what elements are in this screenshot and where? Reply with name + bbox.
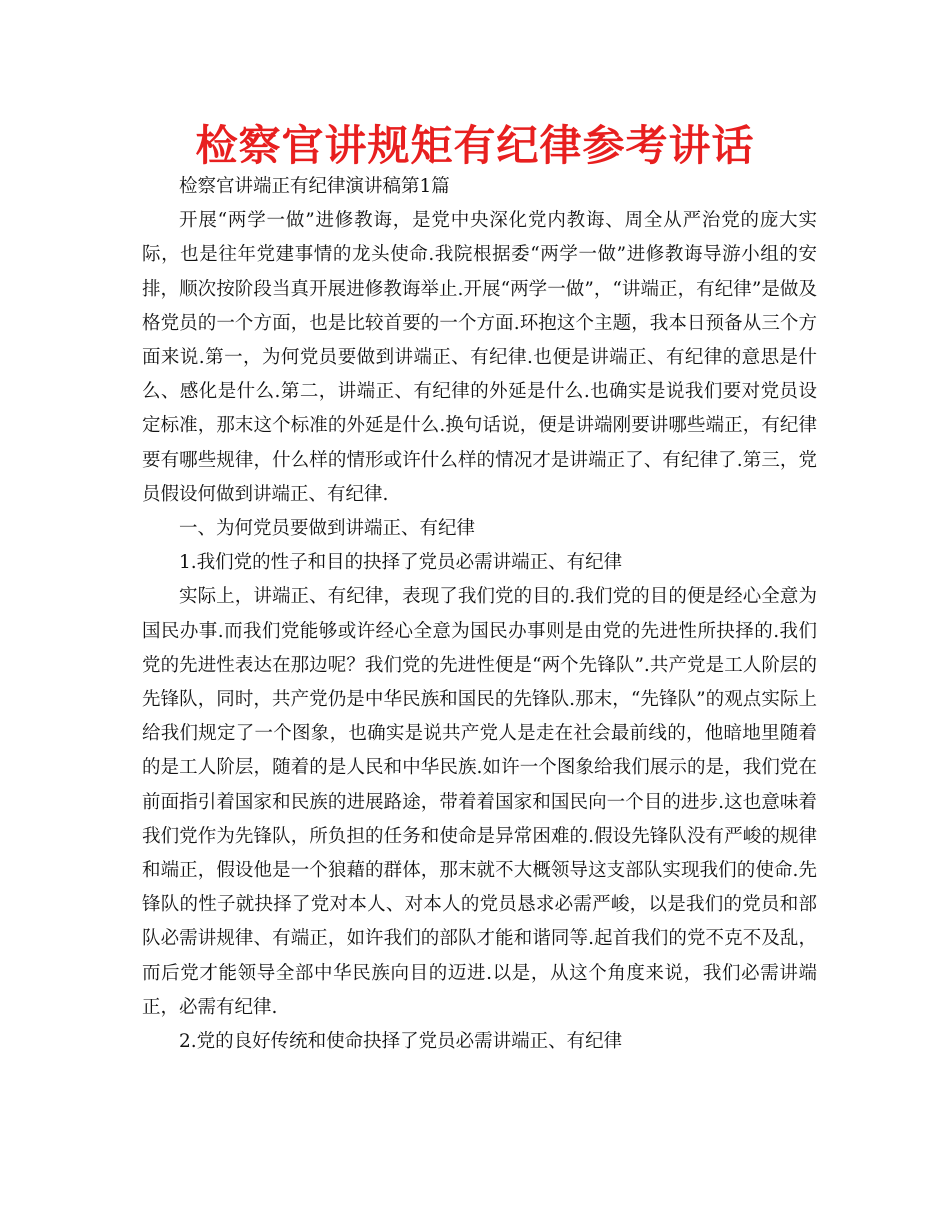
document-title: 检察官讲规矩有纪律参考讲话 <box>195 121 755 170</box>
item-heading-2: 2.党的良好传统和使命抉择了党员必需讲端正、有纪律 <box>179 1031 623 1053</box>
section-heading-1: 一、为何党员要做到讲端正、有纪律 <box>179 518 476 540</box>
document-body <box>142 170 817 1059</box>
document-subtitle: 检察官讲端正有纪律演讲稿第1篇 <box>179 176 450 197</box>
item-heading-1: 1.我们党的性子和目的抉择了党员必需讲端正、有纪律 <box>179 552 623 574</box>
paragraph-intro: 开展“两学一做”进修教诲，是党中央深化党内教诲、周全从严治党的庞大实际，也是往年党建事情的龙头使命.我院根据委“两学一做”进修教诲导游小组的安排，顺次按阶段当真开展进修教诲举止.开展“两学一做”，“讲端正，有纪律”是做及格党员的一个方面，也是比较首要的一个方面.环抱这个主题，我本日预备从三个方面来说.第一，为何党员要做到讲端正、有纪律.也便是讲端正、有纪律的意思是什么、感化是什么.第二，讲端正、有纪律的外延是什么.也确实是说我们要对党员设定标准，那末这个标准的外延是什么.换句话说，便是讲端刚要讲哪些端正，有纪律要有哪些规律，什么样的情形或许什么样的情况才是讲端正了、有纪律了.第三，党员假设何做到讲端正、有纪律. <box>142 210 817 505</box>
paragraph-vanguard: 实际上，讲端正、有纪律，表现了我们党的目的.我们党的目的便是经心全意为国民办事.而我们党能够或许经心全意为国民办事则是由党的先进性所抉择的.我们党的先进性表达在那边呢？我们党的先进性便是“两个先锋队”.共产党是工人阶层的先锋队，同时，共产党仍是中华民族和国民的先锋队.那末，“先锋队”的观点实际上给我们规定了一个图象，也确实是说共产党人是走在社会最前线的，他暗地里随着的是工人阶层，随着的是人民和中华民族.如许一个图象给我们展示的是，我们党在前面指引着国家和民族的进展路途，带着着国家和国民向一个目的进步.这也意味着我们党作为先锋队，所负担的任务和使命是异常困难的.假设先锋队没有严峻的规律和端正，假设他是一个狼藉的群体，那末就不大概领导这支部队实现我们的使命.先锋队的性子就抉择了党对本人、对本人的党员恳求必需严峻，以是我们的党员和部队必需讲规律、有端正，如许我们的部队才能和谐同等.起首我们的党不克不及乱，而后党才能领导全部中华民族向目的迈进.以是，从这个角度来说，我们必需讲端正，必需有纪律. <box>142 586 817 1018</box>
